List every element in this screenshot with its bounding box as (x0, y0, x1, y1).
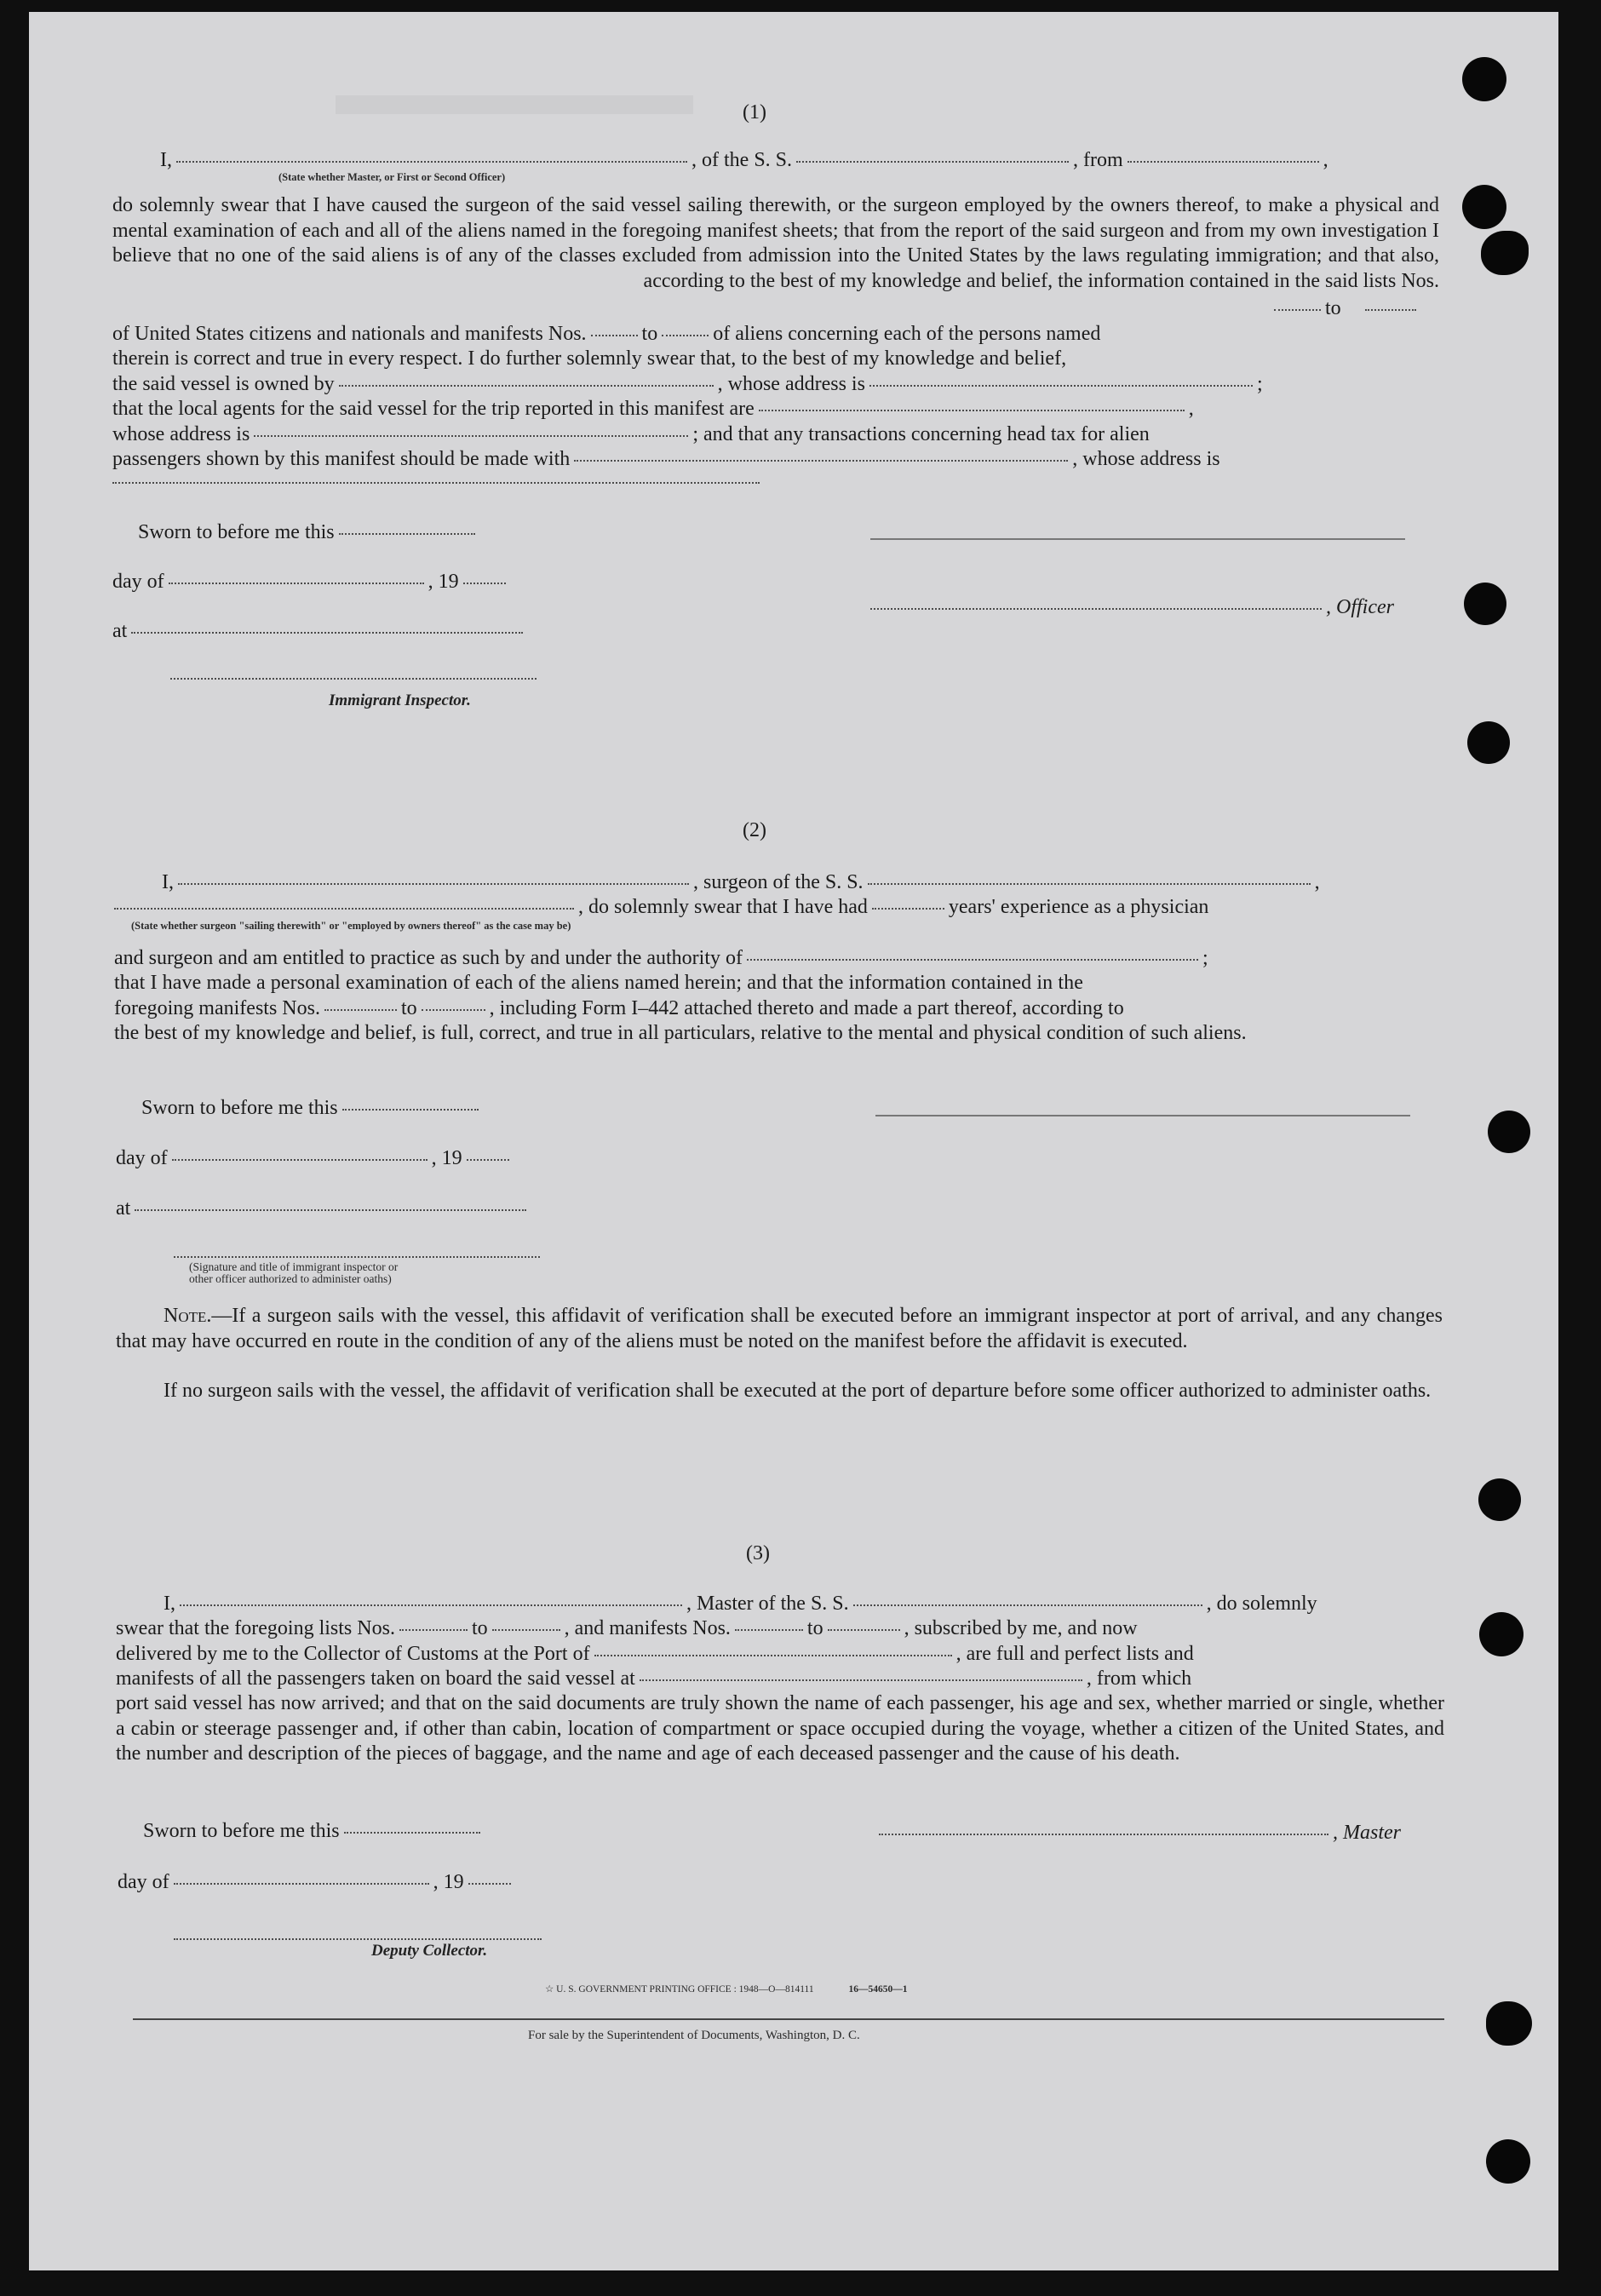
years-experience-blank[interactable] (872, 908, 944, 910)
section-2-line-5: foregoing manifests Nos. to , including Form I–442 attached thereto and made a part thereof, according to (114, 997, 1124, 1019)
at-place-blank-1[interactable] (131, 632, 523, 634)
officer-title-blank[interactable] (176, 161, 687, 163)
section-2-line-1: I, , surgeon of the S. S. , (162, 871, 1320, 893)
surgeon-signature-blank[interactable] (875, 1115, 1410, 1116)
surgeon-manifests-from-blank[interactable] (324, 1009, 397, 1011)
head-tax-party-blank[interactable] (574, 460, 1068, 462)
section-3-line-3: delivered by me to the Collector of Customs at the Port of , are full and perfect lists and (116, 1643, 1194, 1665)
section-3-line-2: swear that the foregoing lists Nos. to , and manifests Nos. to , subscribed by me, and now (116, 1617, 1138, 1639)
section-1-line-correct: therein is correct and true in every respect. I do further solemnly swear that, to the best of my knowledge and belief, (112, 347, 1067, 370)
at-place-blank-2[interactable] (135, 1209, 526, 1211)
master-name-blank[interactable] (180, 1604, 682, 1606)
sworn-label-3: Sworn to before me this (143, 1819, 485, 1843)
officer-name-blank[interactable] (870, 608, 1322, 610)
punch-hole (1486, 2139, 1530, 2184)
punch-hole (1481, 231, 1529, 275)
owner-name-blank[interactable] (339, 385, 714, 387)
section-1-line-agents: that the local agents for the said vessel for the trip reported in this manifest are , (112, 398, 1194, 420)
surgeon-manifests-to-blank[interactable] (422, 1009, 485, 1011)
day-of-line-1: day of , 19 (112, 570, 510, 594)
alien-manifests-from-blank[interactable] (591, 335, 638, 336)
punch-hole (1478, 1478, 1521, 1521)
section-2-number: (2) (743, 819, 766, 841)
officer-signature-blank[interactable] (870, 538, 1405, 540)
surgeon-name-blank[interactable] (178, 883, 689, 885)
document-page (29, 12, 1558, 2270)
master-lists-to-blank[interactable] (492, 1629, 560, 1631)
punch-hole (1467, 721, 1510, 764)
punch-hole (1462, 57, 1506, 101)
inspector-signature-blank[interactable] (170, 678, 537, 680)
lists-to-label: to (1325, 297, 1341, 319)
immigrant-inspector-caption: Immigrant Inspector. (329, 692, 471, 709)
section-1-line-owned: the said vessel is owned by , whose address is ; (112, 373, 1263, 395)
master-manifests-from-blank[interactable] (735, 1629, 803, 1631)
section-3-body: port said vessel has now arrived; and that on the said documents are truly shown the name of each passenger, his age and sex, whether married or single, whether a cabin or steerage passenger and, if other than cabin, location of compartment or space occupied during the voyage, whether a citizen of the United States, and the number and description of the pieces of baggage, and the name and age of each deceased passenger and the cause of his death. (116, 1692, 1444, 1765)
printing-office-imprint: ☆ U. S. GOVERNMENT PRINTING OFFICE : 1948—O—814111 16—54650—1 (545, 1984, 908, 1995)
sworn-date-blank-2[interactable] (342, 1109, 479, 1111)
citizen-lists-to-blank[interactable] (1365, 309, 1416, 311)
section-3-line-1: I, , Master of the S. S. , do solemnly (164, 1593, 1317, 1615)
section-2-line-3: and surgeon and am entitled to practice as such by and under the authority of ; (114, 947, 1208, 969)
punch-hole (1462, 185, 1506, 229)
day-of-blank-2[interactable] (172, 1159, 428, 1161)
officer-line: , Officer (870, 595, 1394, 619)
section-1-line-manifests: of United States citizens and nationals and manifests Nos. to of aliens concerning each of the persons named (112, 323, 1101, 345)
surgeon-caption: (State whether surgeon "sailing therewith" or "employed by owners thereof" as the case may be) (131, 920, 571, 932)
day-of-line-2: day of , 19 (116, 1146, 514, 1170)
year-blank-3[interactable] (468, 1883, 511, 1885)
section-2-line-4: that I have made a personal examination of each of the aliens named herein; and that the information contained in the (114, 972, 1083, 994)
punch-hole (1464, 583, 1506, 625)
day-of-blank-1[interactable] (169, 583, 424, 584)
master-lists-from-blank[interactable] (399, 1629, 468, 1631)
section-2-line-6: the best of my knowledge and belief, is full, correct, and true in all particulars, relative to the mental and physical condition of such aliens. (114, 1022, 1247, 1044)
punch-hole (1486, 2001, 1532, 2046)
owner-address-blank[interactable] (869, 385, 1253, 387)
no-surgeon-note: If no surgeon sails with the vessel, the affidavit of verification shall be executed at the port of departure before some officer authorized to administer oaths. (164, 1380, 1432, 1402)
signature-caption-line-2: other officer authorized to administer oaths) (189, 1272, 392, 1285)
section-3-number: (3) (746, 1542, 770, 1564)
sworn-label-2: Sworn to before me this (141, 1096, 483, 1120)
section-1-number: (1) (743, 101, 766, 123)
at-line-2: at (116, 1197, 531, 1220)
year-blank-2[interactable] (467, 1159, 509, 1161)
section-1-body: do solemnly swear that I have caused the surgeon of the said vessel sailing therewith, or the surgeon employed by the owners thereof, to make a physical and mental examination of each and all of the aliens named in the foregoing manifest sheets; that from the report of the said surgeon and from my own investigation I believe that no one of the said aliens is of any of the classes excluded from admission into the United States by the laws regulating immigration; and that also, according to the best of my knowledge and belief, the information contained in the said lists Nos. (112, 194, 1439, 292)
practice-authority-blank[interactable] (747, 959, 1198, 961)
footer-rule (133, 2018, 1444, 2020)
surgeon-vessel-blank[interactable] (868, 883, 1311, 885)
sworn-date-blank-3[interactable] (344, 1832, 480, 1834)
sworn-date-blank-1[interactable] (339, 533, 475, 535)
bleed-through-mark (336, 95, 693, 114)
at-line-1: at (112, 619, 527, 643)
punch-hole (1488, 1111, 1530, 1153)
deputy-collector-caption: Deputy Collector. (371, 1942, 488, 1960)
form-number: 16—54650—1 (848, 1984, 908, 1995)
head-tax-address-blank[interactable] (112, 482, 760, 484)
deputy-collector-signature-blank[interactable] (174, 1938, 542, 1940)
master-manifests-to-blank[interactable] (828, 1629, 900, 1631)
surgeon-note: Note.—If a surgeon sails with the vessel, this affidavit of verification shall be executed before an immigrant inspector at port of arrival, and any changes that may have occurred en route in the condition of any of the aliens must be noted on the manifest before the affidavit is executed. (116, 1305, 1443, 1352)
local-agents-blank[interactable] (759, 410, 1185, 411)
section-2-line-2: , do solemnly swear that I have had years' experience as a physician (114, 895, 1208, 919)
master-signature-line: , Master (879, 1821, 1401, 1845)
for-sale-notice: For sale by the Superintendent of Documents, Washington, D. C. (528, 2029, 860, 2042)
master-vessel-blank[interactable] (853, 1604, 1202, 1606)
customs-port-blank[interactable] (594, 1655, 952, 1656)
from-port-blank[interactable] (1128, 161, 1319, 163)
officer-caption: (State whether Master, or First or Second Officer) (278, 171, 506, 183)
day-of-blank-3[interactable] (174, 1883, 429, 1885)
authorized-officer-signature-blank[interactable] (174, 1256, 540, 1258)
section-1-line-head-tax: passengers shown by this manifest should be made with , whose address is (112, 448, 1220, 470)
citizen-lists-from-blank[interactable] (1274, 309, 1321, 311)
embarkation-port-blank[interactable] (640, 1679, 1082, 1681)
vessel-name-blank[interactable] (796, 161, 1069, 163)
section-1-line-agent-address: whose address is ; and that any transactions concerning head tax for alien (112, 423, 1150, 445)
alien-manifests-to-blank[interactable] (662, 335, 709, 336)
agent-address-blank[interactable] (254, 435, 688, 437)
signature-caption-line-1: (Signature and title of immigrant inspector or (189, 1260, 399, 1273)
surgeon-status-blank[interactable] (114, 908, 574, 910)
year-blank-1[interactable] (463, 583, 506, 584)
master-signature-blank[interactable] (879, 1834, 1328, 1835)
sworn-label-1: Sworn to before me this (138, 520, 479, 544)
day-of-line-3: day of , 19 (118, 1870, 515, 1894)
section-1-header-line: I, , of the S. S. , from , (160, 149, 1328, 171)
note-label: Note. (164, 1305, 212, 1327)
punch-hole (1479, 1612, 1524, 1656)
section-3-line-4: manifests of all the passengers taken on board the said vessel at , from which (116, 1667, 1192, 1690)
